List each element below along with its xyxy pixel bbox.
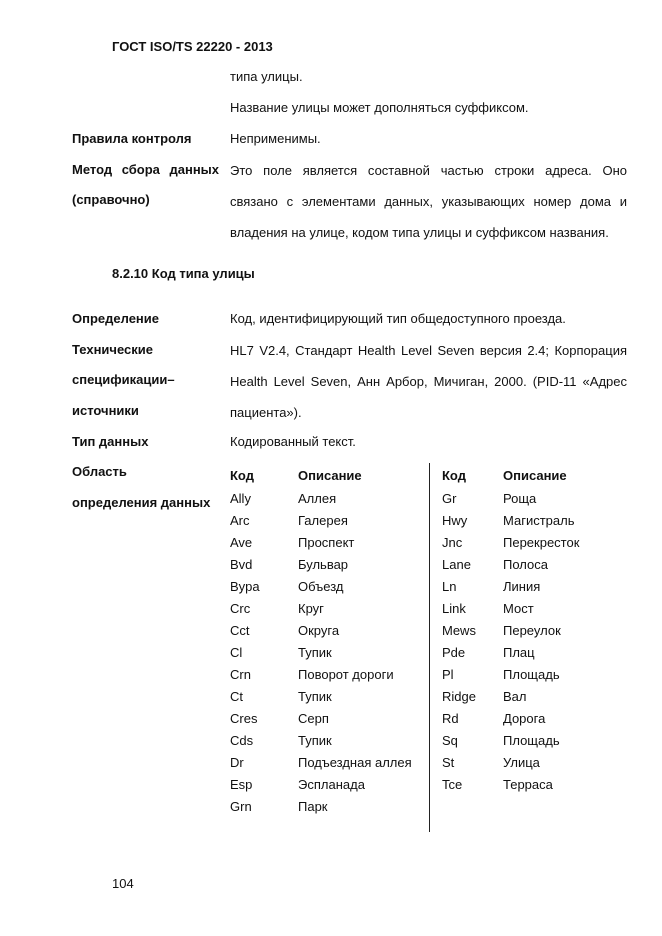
description-cell: Переулок — [503, 623, 561, 638]
code-cell: Ct — [230, 689, 243, 704]
description-cell: Терраса — [503, 777, 553, 792]
code-cell: Cl — [230, 645, 243, 660]
code-table-row — [442, 774, 579, 796]
code-cell: Rd — [442, 711, 459, 726]
description-cell: Магистраль — [503, 513, 575, 528]
section-heading: 8.2.10 Код типа улицы — [112, 266, 255, 281]
code-table-row — [442, 620, 579, 642]
code-table-row — [230, 774, 412, 796]
code-table-row — [442, 708, 579, 730]
code-cell: Cres — [230, 711, 258, 726]
code-cell: Esp — [230, 777, 253, 792]
code-table-row — [230, 686, 412, 708]
domain-label: определения данных — [72, 495, 211, 510]
code-table-row — [442, 488, 579, 510]
code-table-row — [230, 642, 412, 664]
method-label-sub: (справочно) — [72, 192, 150, 207]
description-cell: Круг — [298, 601, 324, 616]
code-cell: St — [442, 755, 455, 770]
rules-value: Неприменимы. — [230, 131, 321, 146]
tech-spec-label: источники — [72, 403, 139, 418]
code-table-row — [230, 796, 412, 818]
description-cell: Площадь — [503, 667, 560, 682]
code-table-row — [230, 730, 412, 752]
description-cell: Вал — [503, 689, 527, 704]
description-cell: Аллея — [298, 491, 337, 506]
code-table-row — [230, 664, 412, 686]
code-cell: Pl — [442, 667, 454, 682]
code-table-row — [230, 576, 412, 598]
description-cell: Улица — [503, 755, 540, 770]
code-table-header — [230, 464, 412, 488]
code-table-row — [230, 708, 412, 730]
column-header-code: Код — [230, 468, 254, 483]
code-cell: Grn — [230, 799, 252, 814]
column-header-description: Описание — [298, 468, 362, 483]
code-table-left — [230, 464, 412, 818]
description-cell: Перекресток — [503, 535, 580, 550]
definition-label: Определение — [72, 311, 160, 326]
code-table-row — [442, 752, 579, 774]
code-cell: Ally — [230, 491, 251, 506]
data-type-label: Тип данных — [72, 434, 149, 449]
text-line: Название улицы может дополняться суффиксом. — [230, 100, 529, 115]
code-cell: Jnc — [442, 535, 463, 550]
code-table-row — [442, 664, 579, 686]
code-table-row — [442, 532, 579, 554]
description-cell: Галерея — [298, 513, 348, 528]
description-cell: Дорога — [503, 711, 546, 726]
rules-label: Правила контроля — [72, 131, 192, 146]
code-table-row — [230, 752, 412, 774]
code-table-row — [442, 554, 579, 576]
description-cell: Объезд — [298, 579, 344, 594]
definition-value: Код, идентифицирующий тип общедоступного проезда. — [230, 311, 566, 326]
description-cell: Эспланада — [298, 777, 365, 792]
code-cell: Cds — [230, 733, 254, 748]
description-cell: Подъездная аллея — [298, 755, 412, 770]
code-table-row — [230, 620, 412, 642]
method-text: Это поле является составной частью строки адреса. Оно связано с элементами данных, указывающих номер дома и владения на улице, кодом типа улицы и суффиксом названия. — [230, 163, 627, 240]
description-cell: Парк — [298, 799, 328, 814]
description-cell: Округа — [298, 623, 340, 638]
code-table-row — [442, 598, 579, 620]
description-cell: Роща — [503, 491, 537, 506]
code-cell: Ridge — [442, 689, 476, 704]
domain-label: Область — [72, 464, 127, 479]
tech-spec-text: HL7 V2.4, Стандарт Health Level Seven версия 2.4; Корпорация Health Level Seven, Анн Арбор, Мичиган, 2000. (PID-11 «Адрес пациента»). — [230, 343, 627, 420]
code-cell: Ln — [442, 579, 457, 594]
document-header: ГОСТ ISO/TS 22220 - 2013 — [112, 39, 273, 54]
code-cell: Dr — [230, 755, 244, 770]
code-cell: Ave — [230, 535, 253, 550]
code-table-row — [442, 730, 579, 752]
description-cell: Линия — [503, 579, 541, 594]
code-cell: Tce — [442, 777, 463, 792]
tech-spec-label: спецификации– — [72, 372, 175, 387]
description-cell: Плац — [503, 645, 535, 660]
code-table-row — [442, 510, 579, 532]
table-divider — [429, 463, 430, 832]
description-cell: Полоса — [503, 557, 548, 572]
description-cell: Тупик — [298, 689, 332, 704]
code-cell: Mews — [442, 623, 476, 638]
description-cell: Мост — [503, 601, 534, 616]
code-cell: Crc — [230, 601, 251, 616]
code-table-row — [230, 488, 412, 510]
code-cell: Hwy — [442, 513, 468, 528]
column-header-description: Описание — [503, 468, 567, 483]
code-cell: Gr — [442, 491, 457, 506]
code-table-row — [442, 686, 579, 708]
code-cell: Bypa — [230, 579, 260, 594]
description-cell: Тупик — [298, 645, 332, 660]
code-cell: Link — [442, 601, 466, 616]
page-number: 104 — [112, 876, 134, 891]
code-table-row — [230, 554, 412, 576]
code-cell: Arc — [230, 513, 250, 528]
code-cell: Lane — [442, 557, 471, 572]
code-cell: Crn — [230, 667, 251, 682]
text-line: типа улицы. — [230, 69, 303, 84]
description-cell: Серп — [298, 711, 329, 726]
code-table-row — [442, 576, 579, 598]
description-cell: Площадь — [503, 733, 560, 748]
code-table-right — [442, 464, 579, 796]
data-type-value: Кодированный текст. — [230, 434, 356, 449]
code-table-row — [230, 510, 412, 532]
code-table-header — [442, 464, 579, 488]
description-cell: Поворот дороги — [298, 667, 394, 682]
code-table-row — [442, 642, 579, 664]
code-cell: Bvd — [230, 557, 253, 572]
description-cell: Бульвар — [298, 557, 349, 572]
code-table-row — [230, 598, 412, 620]
code-table-row — [230, 532, 412, 554]
code-cell: Pde — [442, 645, 466, 660]
description-cell: Тупик — [298, 733, 332, 748]
code-cell: Cct — [230, 623, 250, 638]
method-label: Метод сбора данных — [72, 162, 219, 177]
column-header-code: Код — [442, 468, 466, 483]
tech-spec-label: Технические — [72, 342, 153, 357]
description-cell: Проспект — [298, 535, 355, 550]
code-cell: Sq — [442, 733, 458, 748]
